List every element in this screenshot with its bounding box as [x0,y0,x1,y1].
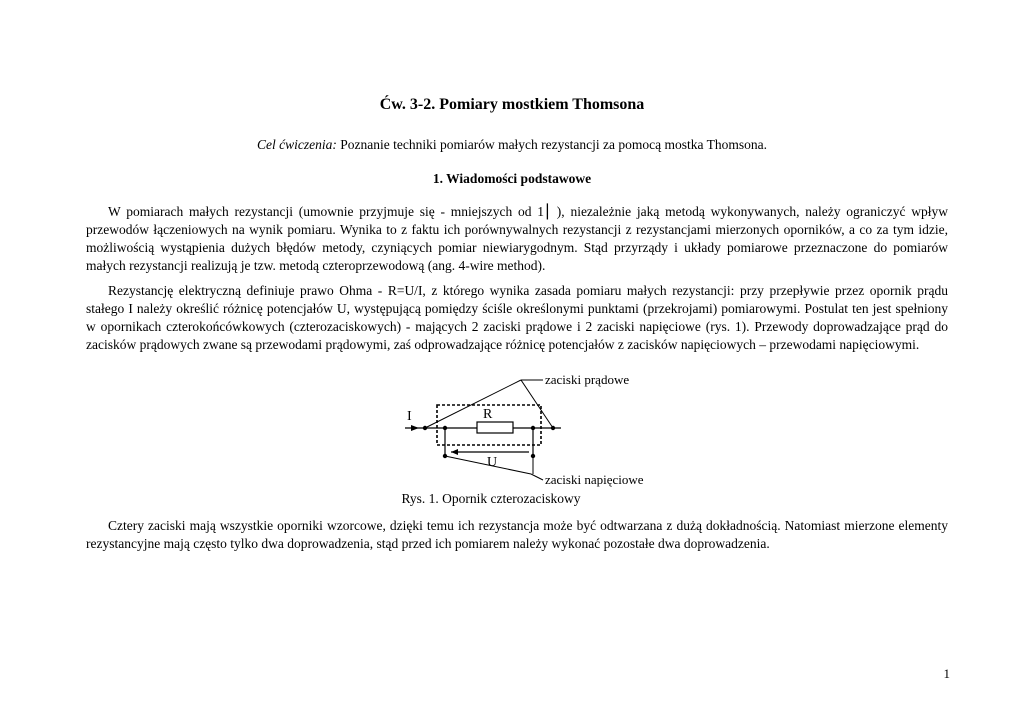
leader-current-right [521,380,553,428]
goal-text: Poznanie techniki pomiarów małych rezystancji za pomocą mostka Thomsona. [336,137,767,152]
leader-voltage-tail [531,474,543,480]
paragraph-intro: W pomiarach małych rezystancji (umownie przyjmuje się - mniejszych od 1⎮ ), niezależnie jaką metodą wykonywanych, należy ograniczyć wpływ przewodów łączeniowych na wynik pomiaru. Wynika to z faktu ich porównywalnych rezystancji z rezystancjami mierzonych oporników, a co za tym idzie, możliwością wystąpienia dużych błędów metody, czyniących pomiar niewiarygodnym. Stąd przyrządy i układy pomiarowe przeznaczone do pomiarów małych rezystancji realizują je tzw. metodą czteroprzewodową (ang. 4-wire method). [86,204,948,273]
voltage-terminal-right [531,454,535,458]
current-terminal-left [423,426,427,430]
section-heading: 1. Wiadomości podstawowe [432,171,592,186]
page-title: Ćw. 3-2. Pomiary mostkiem Thomsona [379,96,645,113]
voltage-terminal-left [443,454,447,458]
label-voltage-U: U [487,455,498,470]
resistor-symbol [477,422,513,433]
exercise-goal [0,137,1024,153]
label-resistance-R: R [483,407,493,422]
four-terminal-resistor-diagram [395,370,675,488]
paragraph-four-terminals: Cztery zaciski mają wszystkie oporniki wzorcowe, dzięki temu ich rezystancja może być odtwarzana z dużą dokładnością. Natomiast mierzone elementy rezystancyjne mają często tylko dwa doprowadzenia, stąd przed ich pomiarem należy wykonać pozostałe dwa doprowadzenia. [86,518,948,551]
label-current-I: I [407,409,412,424]
voltage-arrow-head [451,449,458,455]
figure-caption: Rys. 1. Opornik czterozaciskowy [401,491,581,506]
leader-current-left [425,380,521,428]
voltage-node-right [531,426,535,430]
voltage-node-left [443,426,447,430]
label-current-terminals: zaciski prądowe [545,372,630,387]
current-arrow-head [411,425,419,431]
goal-label: Cel ćwiczenia: [257,137,337,152]
page-number: 1 [943,666,950,681]
current-terminal-right [551,426,555,430]
label-voltage-terminals: zaciski napięciowe [545,472,644,487]
paragraph-ohm-law: Rezystancję elektryczną definiuje prawo Ohma - R=U/I, z którego wynika zasada pomiaru małych rezystancji: przy przepływie przez opornik prądu stałego I należy określić różnicę potencjałów U, występującą pomiędzy ściśle określonymi punktami (przekrojami) pomiarowymi. Postulat ten jest spełniony w opornikach czterokońcówkowych (czterozaciskowych) - mających 2 zaciski prądowe i 2 zaciski napięciowe (rys. 1). Przewody doprowadzające prąd do zacisków prądowych zwane są przewodami prądowymi, zaś odprowadzające różnicę potencjałów z zacisków napięciowych – przewodami napięciowymi. [86,283,948,352]
